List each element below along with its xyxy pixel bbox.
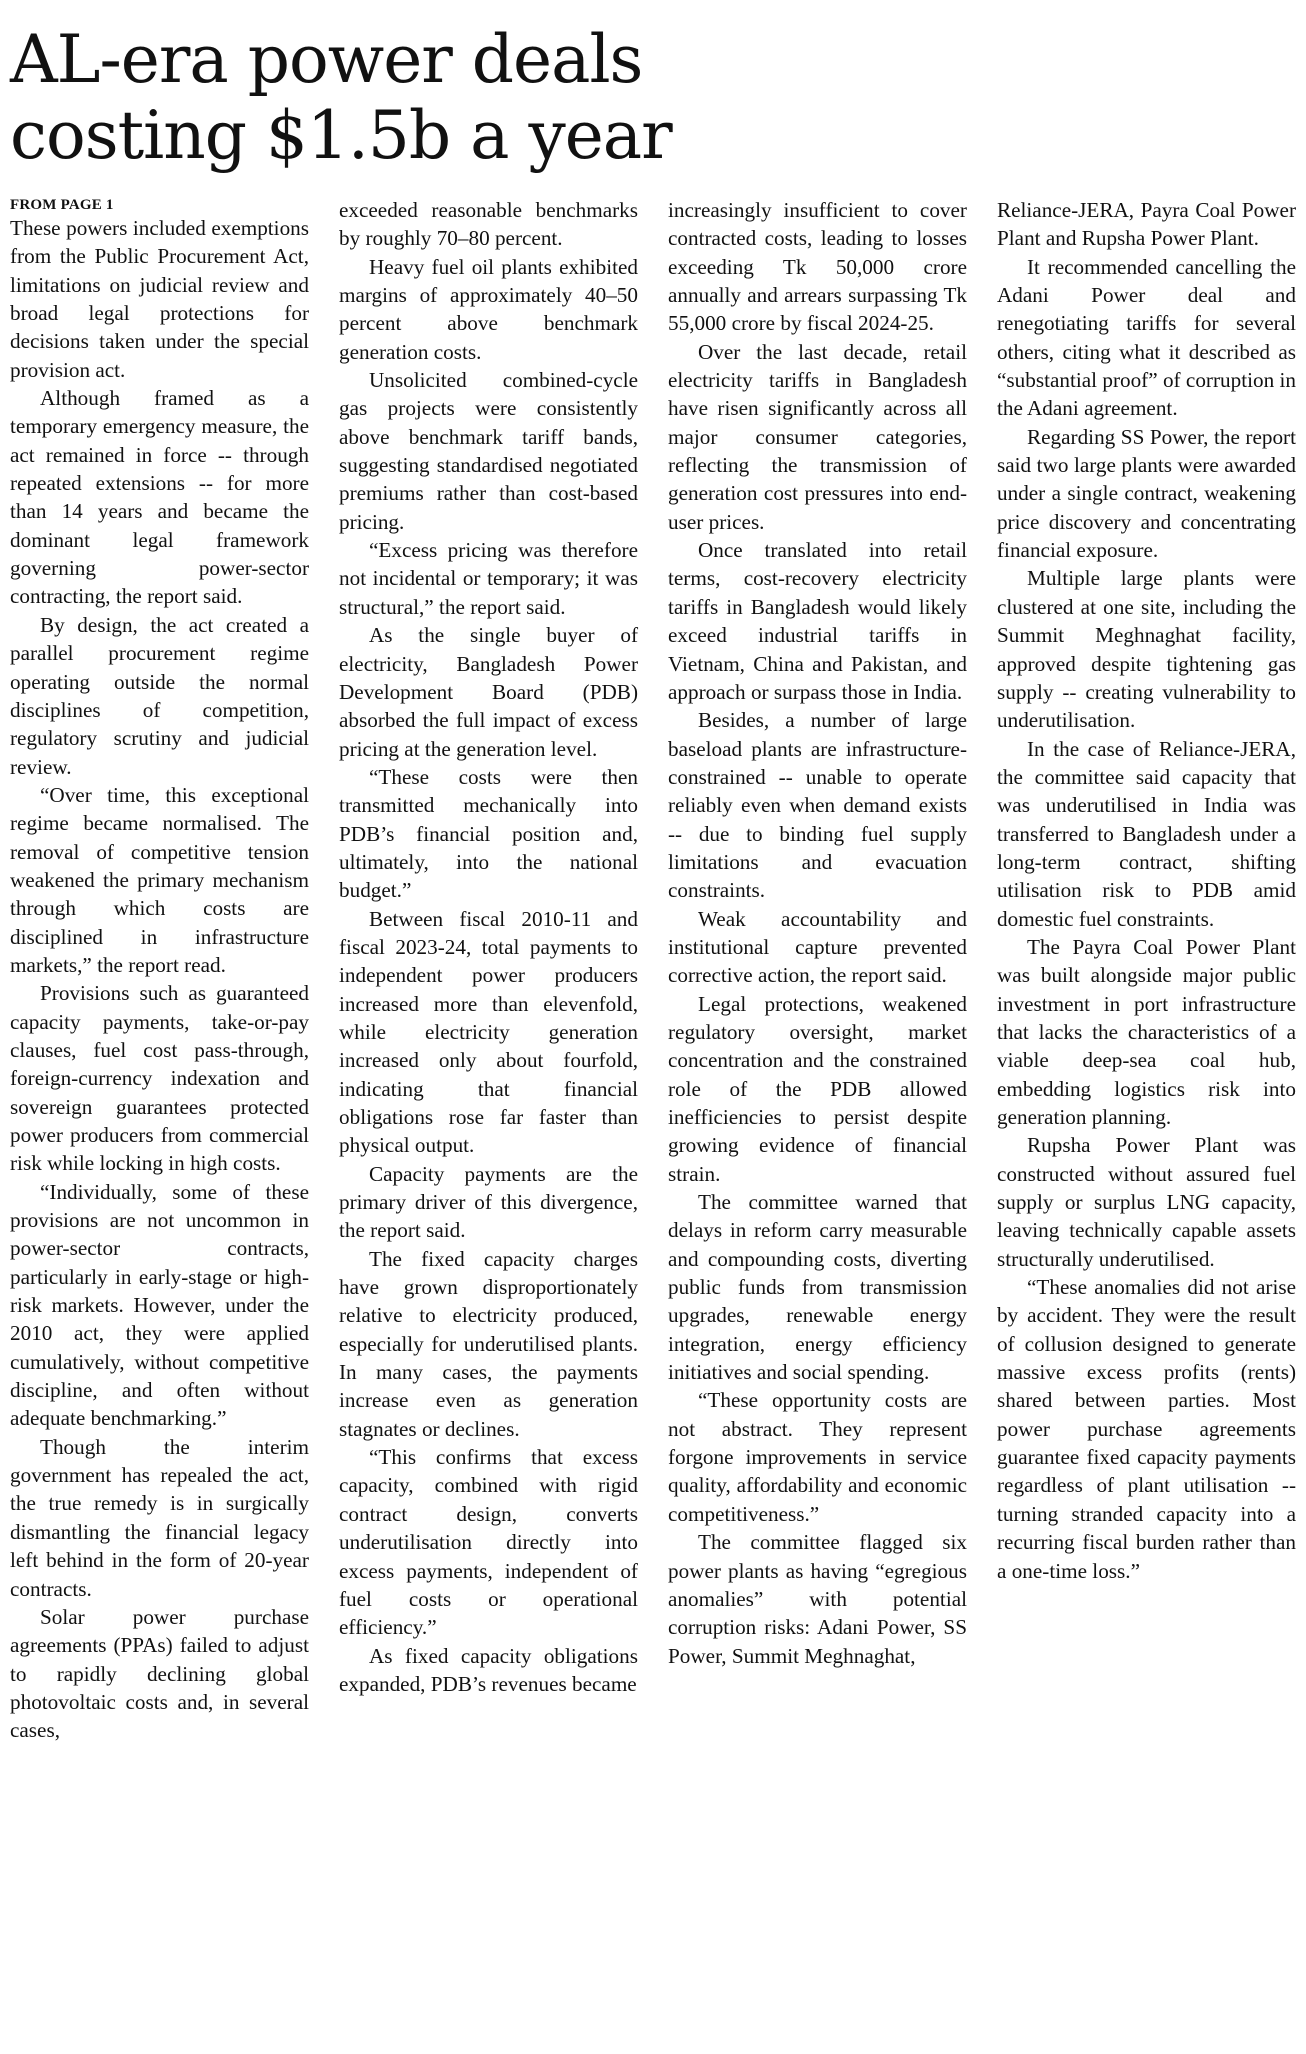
paragraph: Provisions such as guaranteed capacity payments, take-or-pay clauses, fuel cost pass-through, foreign-currency indexation and sovereign guarantees protected power producers from commercial risk while locking in high costs. xyxy=(10,981,309,1176)
column-1 xyxy=(10,196,309,1745)
paragraph: By design, the act created a parallel procurement regime operating outside the normal disciplines of competition, regulatory scrutiny and judicial review. xyxy=(10,612,309,779)
headline-line-1: AL-era power deals xyxy=(10,21,643,98)
paragraph: “These opportunity costs are not abstract. They represent forgone improvements in service quality, affordability and economic competitiveness.” xyxy=(668,1388,967,1526)
paragraph: exceeded reasonable benchmarks by roughly 70–80 percent. xyxy=(339,198,638,251)
paragraph: The fixed capacity charges have grown disproportionately relative to electricity produced, especially for underutilised plants. In many cases, the payments increase even as generation stagnates or declines. xyxy=(339,1246,638,1441)
article xyxy=(10,22,1296,2046)
paragraph: The Payra Coal Power Plant was built alongside major public investment in port infrastructure that lacks the characteristics of a viable deep-sea coal hub, embedding logistics risk into generation planning. xyxy=(997,934,1296,1129)
paragraph: Reliance-JERA, Payra Coal Power Plant and Rupsha Power Plant. xyxy=(997,198,1296,251)
paragraph: “These anomalies did not arise by accident. They were the result of collusion designed to generate massive excess profits (rents) shared between parties. Most power purchase agreements guarantee fixed capacity payments regardless of plant utilisation -- turning stranded capacity into a recurring fiscal burden rather than a one-time loss.” xyxy=(997,1275,1296,1583)
paragraph: Between fiscal 2010-11 and fiscal 2023-24, total payments to independent power producers increased more than elevenfold, while electricity generation increased only about fourfold, indicating that financial obligations rose far faster than physical output. xyxy=(339,906,638,1158)
column-3 xyxy=(668,196,967,1745)
column-4 xyxy=(997,196,1296,1745)
paragraph: Though the interim government has repealed the act, the true remedy is in surgically dismantling the financial legacy left behind in the form of 20-year contracts. xyxy=(10,1434,309,1601)
paragraph: “These costs were then transmitted mechanically into PDB’s financial position and, ultimately, into the national budget.” xyxy=(339,764,638,903)
paragraph: Over the last decade, retail electricity tariffs in Bangladesh have risen significantly across all major consumer categories, reflecting the transmission of generation cost pressures into end-user prices. xyxy=(668,339,967,534)
paragraph: The committee flagged six power plants as having “egregious anomalies” with potential corruption risks: Adani Power, SS Power, Summit Meghnaghat, xyxy=(668,1530,967,1668)
paragraph: The committee warned that delays in reform carry measurable and compounding costs, diverting public funds from transmission upgrades, renewable energy integration, energy efficiency initiatives and social spending. xyxy=(668,1190,967,1385)
paragraph: Solar power purchase agreements (PPAs) failed to adjust to rapidly declining global photovoltaic costs and, in several cases, xyxy=(10,1604,309,1743)
paragraph: Regarding SS Power, the report said two large plants were awarded under a single contract, weakening price discovery and concentrating financial exposure. xyxy=(997,424,1296,563)
headline xyxy=(10,22,1296,174)
paragraph: In the case of Reliance-JERA, the committee said capacity that was underutilised in India was transferred to Bangladesh under a long-term contract, shifting utilisation risk to PDB amid domestic fuel constraints. xyxy=(997,736,1296,931)
paragraph: It recommended cancelling the Adani Power deal and renegotiating tariffs for several others, citing what it described as “substantial proof” of corruption in the Adani agreement. xyxy=(997,254,1296,421)
paragraph: Legal protections, weakened regulatory oversight, market concentration and the constrained role of the PDB allowed inefficiencies to persist despite growing evidence of financial strain. xyxy=(668,991,967,1186)
from-page-label: FROM PAGE 1 xyxy=(10,197,114,213)
paragraph: “Individually, some of these provisions are not uncommon in power-sector contracts, particularly in early-stage or high-risk markets. However, under the 2010 act, they were applied cumulatively, without competitive discipline, and often without adequate benchmarking.” xyxy=(10,1179,309,1431)
paragraph: Although framed as a temporary emergency measure, the act remained in force -- through repeated extensions -- for more than 14 years and became the dominant legal framework governing power-sector contracting, the report said. xyxy=(10,386,309,609)
article-body xyxy=(10,196,1296,1745)
headline-line-2: costing $1.5b a year xyxy=(10,97,672,174)
paragraph: Unsolicited combined-cycle gas projects were consistently above benchmark tariff bands, suggesting standardised negotiated premiums rather than cost-based pricing. xyxy=(339,368,638,534)
paragraph: “Over time, this exceptional regime became normalised. The removal of competitive tension weakened the primary mechanism through which costs are disciplined in infrastructure markets,” the report read. xyxy=(10,782,309,977)
paragraph: Multiple large plants were clustered at one site, including the Summit Meghnaghat facility, approved despite tightening gas supply -- creating vulnerability to underutilisation. xyxy=(997,566,1296,733)
paragraph: Besides, a number of large baseload plants are infrastructure-constrained -- unable to operate reliably even when demand exists -- due to binding fuel supply limitations and evacuation constraints. xyxy=(668,708,967,903)
paragraph: “Excess pricing was therefore not incidental or temporary; it was structural,” the report said. xyxy=(339,538,638,619)
paragraph: Capacity payments are the primary driver of this divergence, the report said. xyxy=(339,1161,638,1243)
column-2 xyxy=(339,196,638,1745)
paragraph: increasingly insufficient to cover contracted costs, leading to losses exceeding Tk 50,000 crore annually and arrears surpassing Tk 55,000 crore by fiscal 2024-25. xyxy=(668,198,967,336)
paragraph: As the single buyer of electricity, Bangladesh Power Development Board (PDB) absorbed the full impact of excess pricing at the generation level. xyxy=(339,623,638,761)
paragraph: “This confirms that excess capacity, combined with rigid contract design, converts underutilisation directly into excess payments, independent of fuel costs or operational efficiency.” xyxy=(339,1445,638,1640)
paragraph: Rupsha Power Plant was constructed without assured fuel supply or surplus LNG capacity, leaving technically capable assets structurally underutilised. xyxy=(997,1133,1296,1271)
paragraph: Heavy fuel oil plants exhibited margins of approximately 40–50 percent above benchmark generation costs. xyxy=(339,254,638,364)
paragraph: As fixed capacity obligations expanded, PDB’s revenues became xyxy=(339,1643,638,1696)
paragraph: These powers included exemptions from the Public Procurement Act, limitations on judicial review and broad legal protections for decisions taken under the special provision act. xyxy=(10,216,309,382)
paragraph: Once translated into retail terms, cost-recovery electricity tariffs in Bangladesh would likely exceed industrial tariffs in Vietnam, China and Pakistan, and approach or surpass those in India. xyxy=(668,538,967,704)
paragraph: Weak accountability and institutional capture prevented corrective action, the report said. xyxy=(668,906,967,988)
